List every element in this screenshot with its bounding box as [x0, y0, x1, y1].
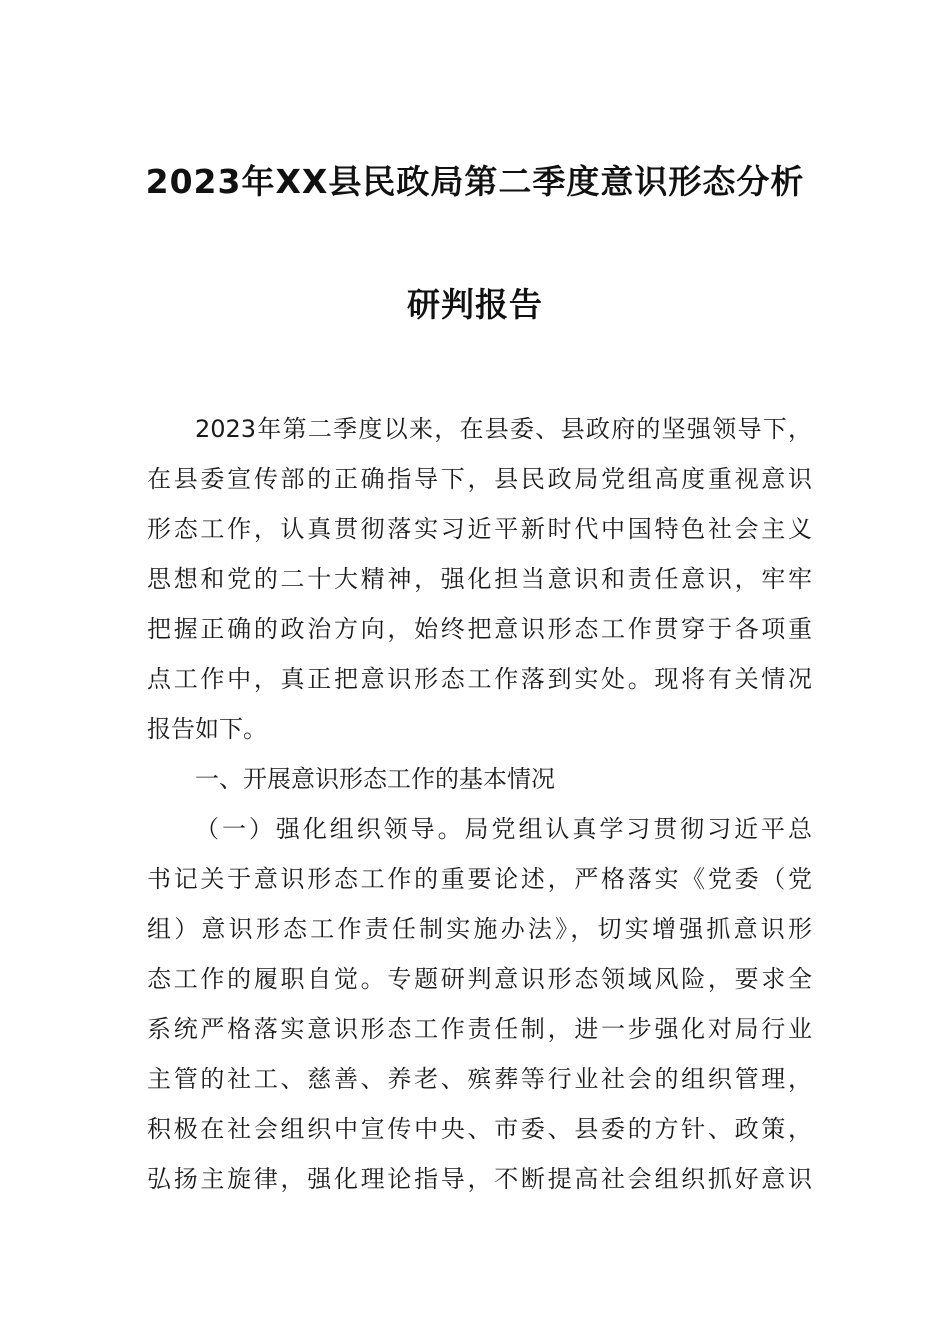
paragraph-line: （一）强化组织领导。局党组认真学习贯彻习近平总	[195, 815, 812, 843]
paragraph-line: 形态工作，认真贯彻落实习近平新时代中国特色社会主义	[147, 515, 812, 543]
paragraph-line: 主管的社工、慈善、养老、殡葬等行业社会的组织管理，	[147, 1065, 812, 1093]
document-title-line-1: 2023年XX县民政局第二季度意识形态分析	[145, 162, 805, 201]
paragraph-line: 2023年第二季度以来，在县委、县政府的坚强领导下，	[195, 415, 812, 443]
paragraph-line: 把握正确的政治方向，始终把意识形态工作贯穿于各项重	[147, 615, 812, 643]
document-title-line-2: 研判报告	[407, 285, 543, 324]
paragraph-line: 态工作的履职自觉。专题研判意识形态领域风险，要求全	[147, 965, 812, 993]
paragraph-line: 积极在社会组织中宣传中央、市委、县委的方针、政策，	[147, 1115, 812, 1143]
paragraph-line: 思想和党的二十大精神，强化担当意识和责任意识，牢牢	[147, 565, 812, 593]
section-heading: 一、开展意识形态工作的基本情况	[195, 765, 555, 793]
paragraph-line: 点工作中，真正把意识形态工作落到实处。现将有关情况	[147, 665, 812, 693]
paragraph-line: 书记关于意识形态工作的重要论述，严格落实《党委（党	[147, 865, 812, 893]
paragraph-line: 组）意识形态工作责任制实施办法》，切实增强抓意识形	[147, 915, 812, 943]
paragraph-line: 在县委宣传部的正确指导下，县民政局党组高度重视意识	[147, 465, 812, 493]
paragraph-line: 弘扬主旋律，强化理论指导，不断提高社会组织抓好意识	[147, 1165, 812, 1193]
paragraph-line: 系统严格落实意识形态工作责任制，进一步强化对局行业	[147, 1015, 812, 1043]
paragraph-line: 报告如下。	[147, 715, 267, 743]
